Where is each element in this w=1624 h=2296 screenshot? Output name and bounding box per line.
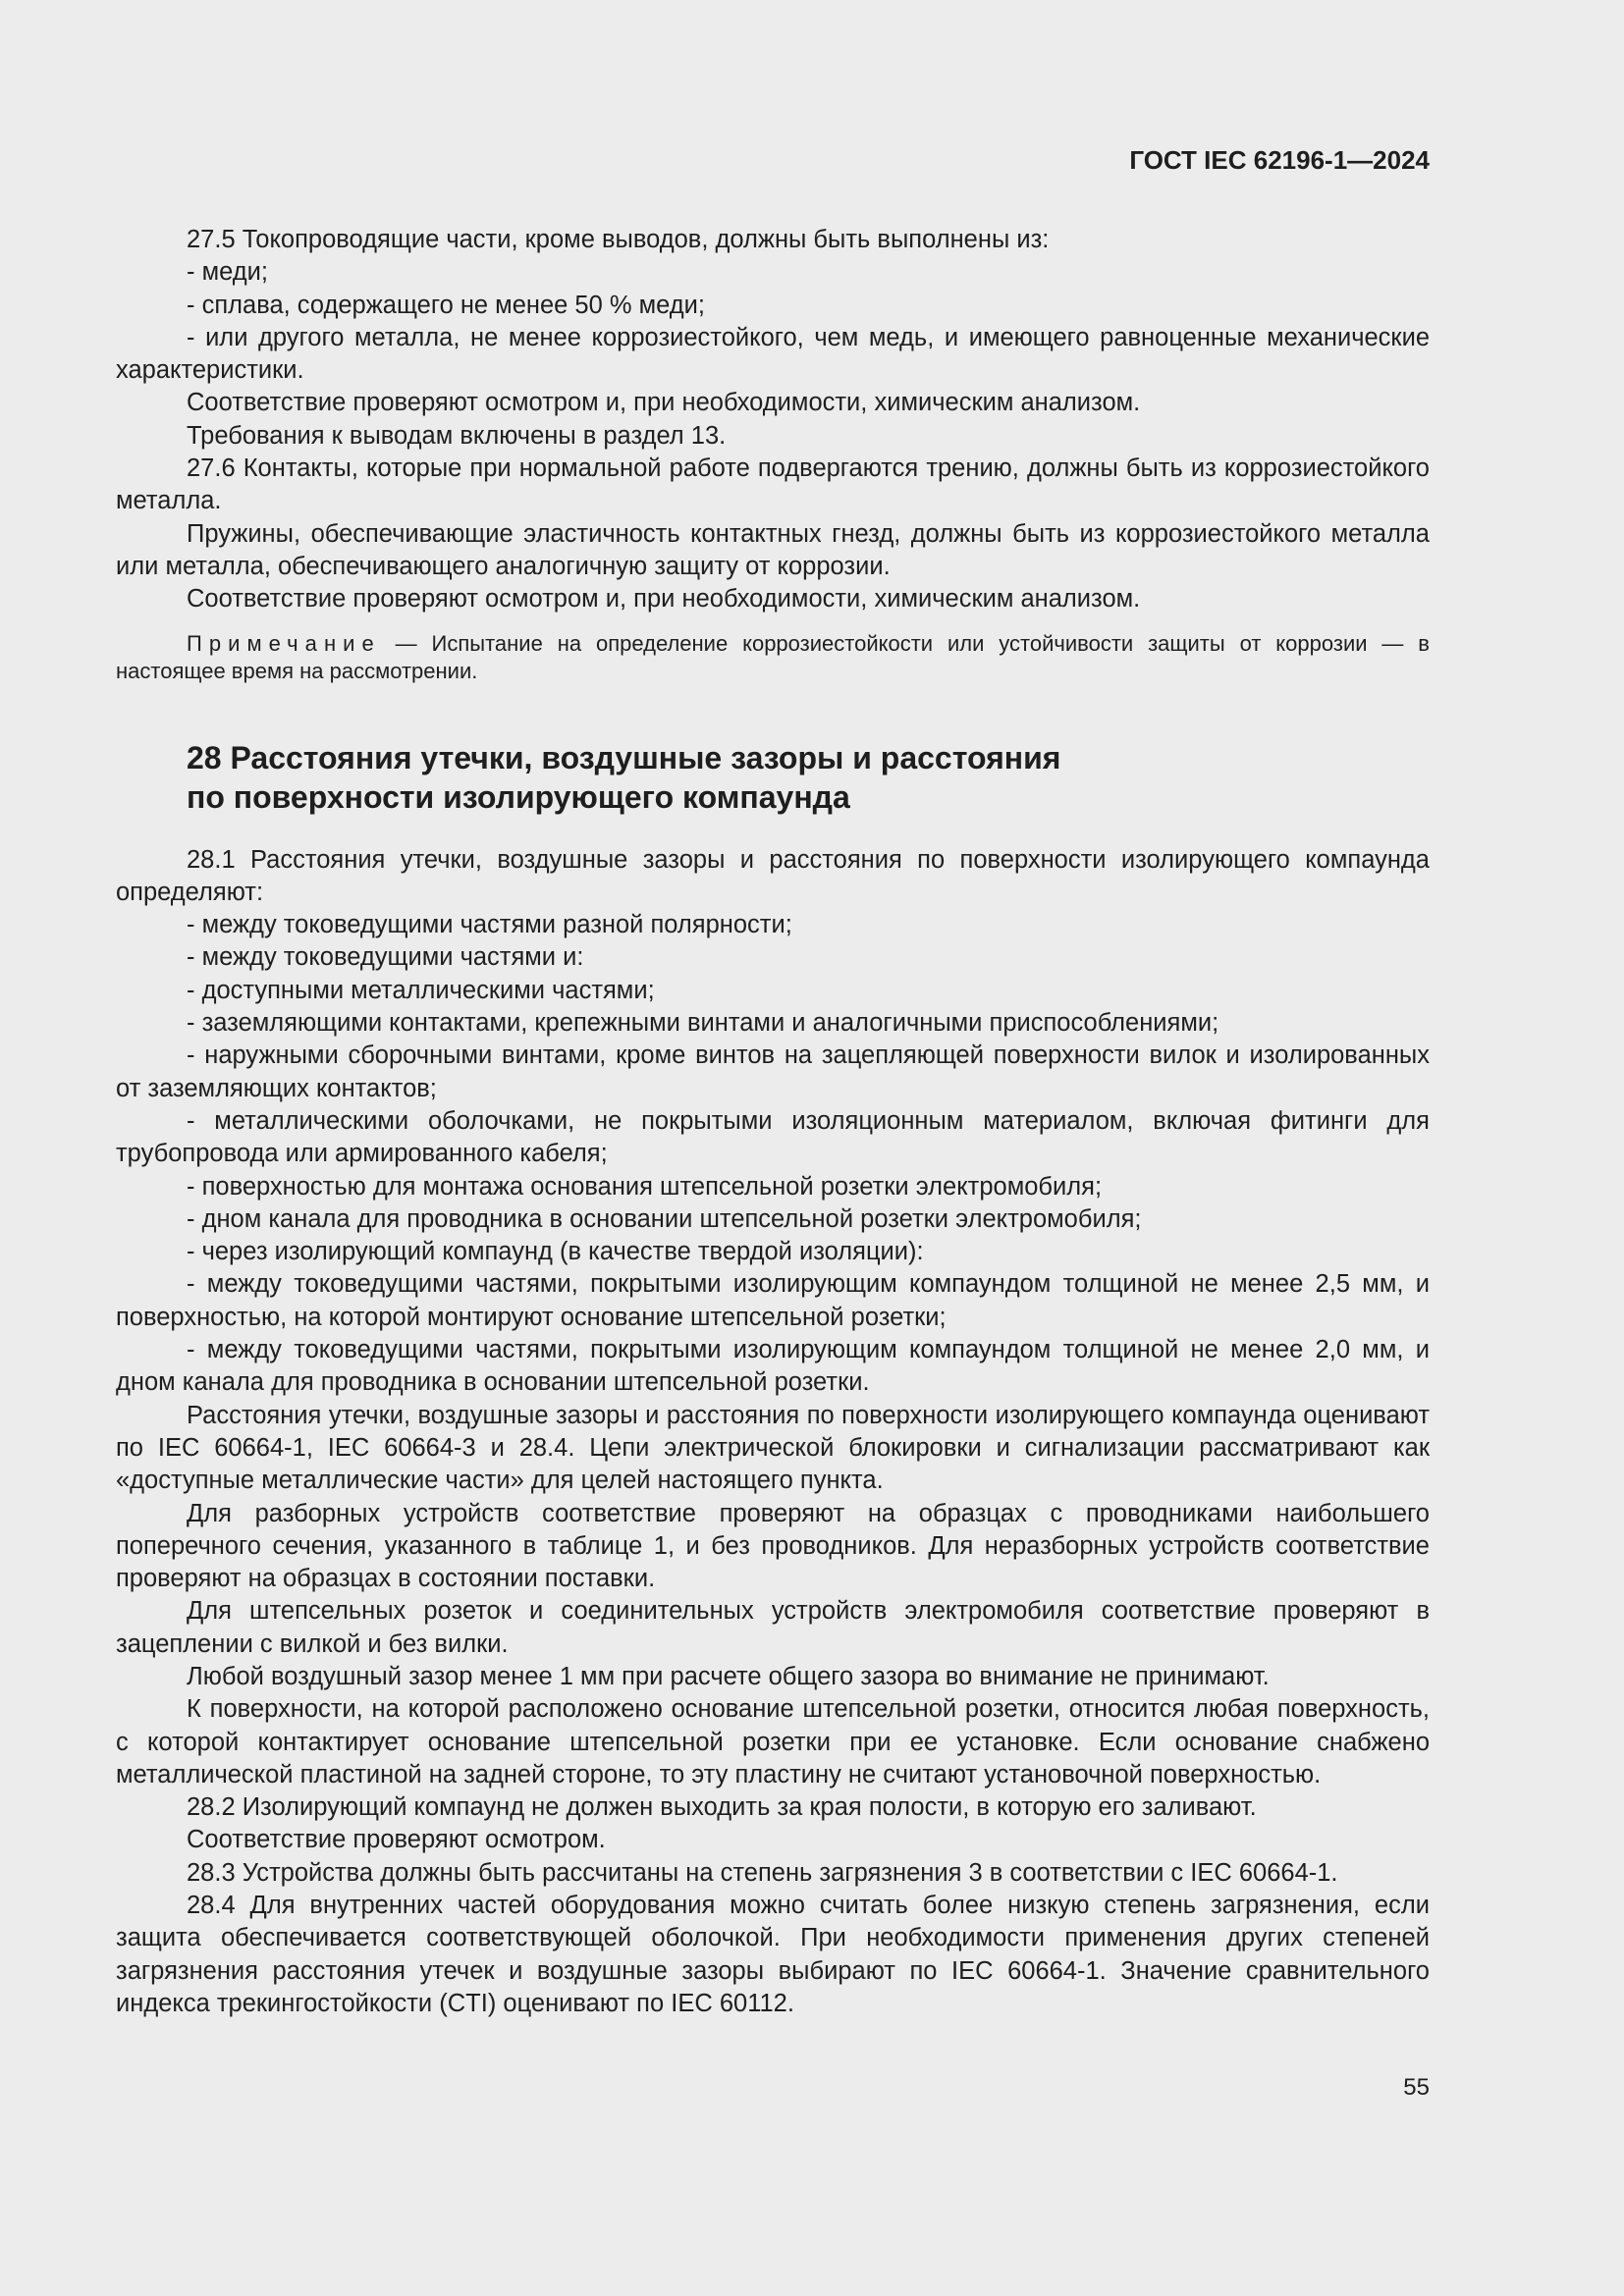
list-item: - между токоведущими частями, покрытыми изолирующим компаундом толщиной не менее 2,5 мм, и поверхностью, на которой монтируют основание штепсельной розетки; [116, 1270, 1430, 1331]
paragraph: К поверхности, на которой расположено основание штепсельной розетки, относится любая поверхность, с которой контактирует основание штепсельной розетки при ее установке. Если основание снабжено металлической пластиной на задней стороне, то эту пластину не считают установочной поверхностью. [116, 1695, 1430, 1789]
paragraph: Для штепсельных розеток и соединительных устройств электромобиля соответствие проверяют в зацеплении с вилкой и без вилки. [116, 1597, 1430, 1658]
list-item: - меди; [187, 258, 268, 287]
heading-line: 28 Расстояния утечки, воздушные зазоры и расстояния [187, 739, 1061, 775]
paragraph: Требования к выводам включены в раздел 13. [187, 421, 727, 450]
paragraph: Соответствие проверяют осмотром. [187, 1826, 606, 1854]
page-body [116, 224, 1430, 2020]
list-item: - между токоведущими частями и: [187, 943, 584, 972]
note [116, 630, 1430, 685]
list-item: - наружными сборочными винтами, кроме винтов на зацепляющей поверхности вилок и изолированных от заземляющих контактов; [116, 1041, 1430, 1102]
heading-line: по поверхности изолирующего компаунда [187, 778, 850, 815]
paragraph: Любой воздушный зазор менее 1 мм при расчете общего зазора во внимание не принимают. [187, 1662, 1270, 1690]
paragraph: Для разборных устройств соответствие проверяют на образцах с проводниками наибольшего поперечного сечения, указанного в таблице 1, и без проводников. Для неразборных устройств соответствие проверяют на образцах в состоянии поставки. [116, 1499, 1430, 1593]
list-item: - металлическими оболочками, не покрытыми изоляционным материалом, включая фитинги для трубопровода или армированного кабеля; [116, 1106, 1430, 1168]
paragraph-28-2: 28.2 Изолирующий компаунд не должен выходить за края полости, в которую его заливают. [187, 1793, 1257, 1822]
list-item: - через изолирующий компаунд (в качестве твердой изоляции): [187, 1238, 924, 1266]
paragraph-28-3: 28.3 Устройства должны быть рассчитаны на степень загрязнения 3 в соответствии с IEC 60664-1. [187, 1858, 1338, 1887]
list-item: - между токоведущими частями, покрытыми изолирующим компаундом толщиной не менее 2,0 мм, и дном канала для проводника в основании штепсельной розетки. [116, 1336, 1430, 1397]
list-item: - дном канала для проводника в основании штепсельной розетки электромобиля; [187, 1204, 1142, 1233]
list-item: - сплава, содержащего не менее 50 % меди; [187, 291, 705, 319]
list-item: - поверхностью для монтажа основания штепсельной розетки электромобиля; [187, 1172, 1103, 1201]
paragraph-28-4: 28.4 Для внутренних частей оборудования можно считать более низкую степень загрязнения, если защита обеспечивается соответствующей оболочкой. При необходимости применения других степеней загрязнения расстояния утечек и воздушные зазоры выбирают по IEC 60664-1. Значение сравнительного индекса трекингостойкости (CTI) оценивают по IEC 60112. [116, 1892, 1430, 2017]
note-label: Примечание [187, 630, 381, 656]
list-item: - заземляющими контактами, крепежными винтами и аналогичными приспособлениями; [187, 1009, 1219, 1038]
paragraph-28-1: 28.1 Расстояния утечки, воздушные зазоры и расстояния по поверхности изолирующего компаунда определяют: [116, 845, 1430, 906]
paragraph-27-6: 27.6 Контакты, которые при нормальной работе подвергаются трению, должны быть из коррозиестойкого металла. [116, 454, 1430, 515]
paragraph: Соответствие проверяют осмотром и, при необходимости, химическим анализом. [187, 585, 1141, 614]
paragraph: Соответствие проверяют осмотром и, при необходимости, химическим анализом. [187, 389, 1141, 417]
page-number: 55 [1403, 2074, 1430, 2101]
paragraph: Расстояния утечки, воздушные зазоры и расстояния по поверхности изолирующего компаунда оценивают по IEC 60664-1, IEC 60664-3 и 28.4. Цепи электрической блокировки и сигнализации рассматривают как «доступные металлические части» для целей настоящего пункта. [116, 1401, 1430, 1495]
paragraph: Пружины, обеспечивающие эластичность контактных гнезд, должны быть из коррозиестойкого металла или металла, обеспечивающего аналогичную защиту от коррозии. [116, 519, 1430, 580]
section-28-heading [187, 738, 1430, 817]
document-id-header: ГОСТ IEC 62196-1—2024 [1129, 145, 1430, 175]
list-item: - доступными металлическими частями; [187, 976, 655, 1004]
paragraph-27-5: 27.5 Токопроводящие части, кроме выводов, должны быть выполнены из: [187, 226, 1050, 253]
list-item: - между токоведущими частями разной полярности; [187, 911, 792, 939]
note-text: — Испытание на определение коррозиестойкости или устойчивости защиты от коррозии — в настоящее время на рассмотрении. [116, 630, 1430, 683]
list-item: - или другого металла, не менее коррозиестойкого, чем медь, и имеющего равноценные механические характеристики. [116, 323, 1430, 385]
